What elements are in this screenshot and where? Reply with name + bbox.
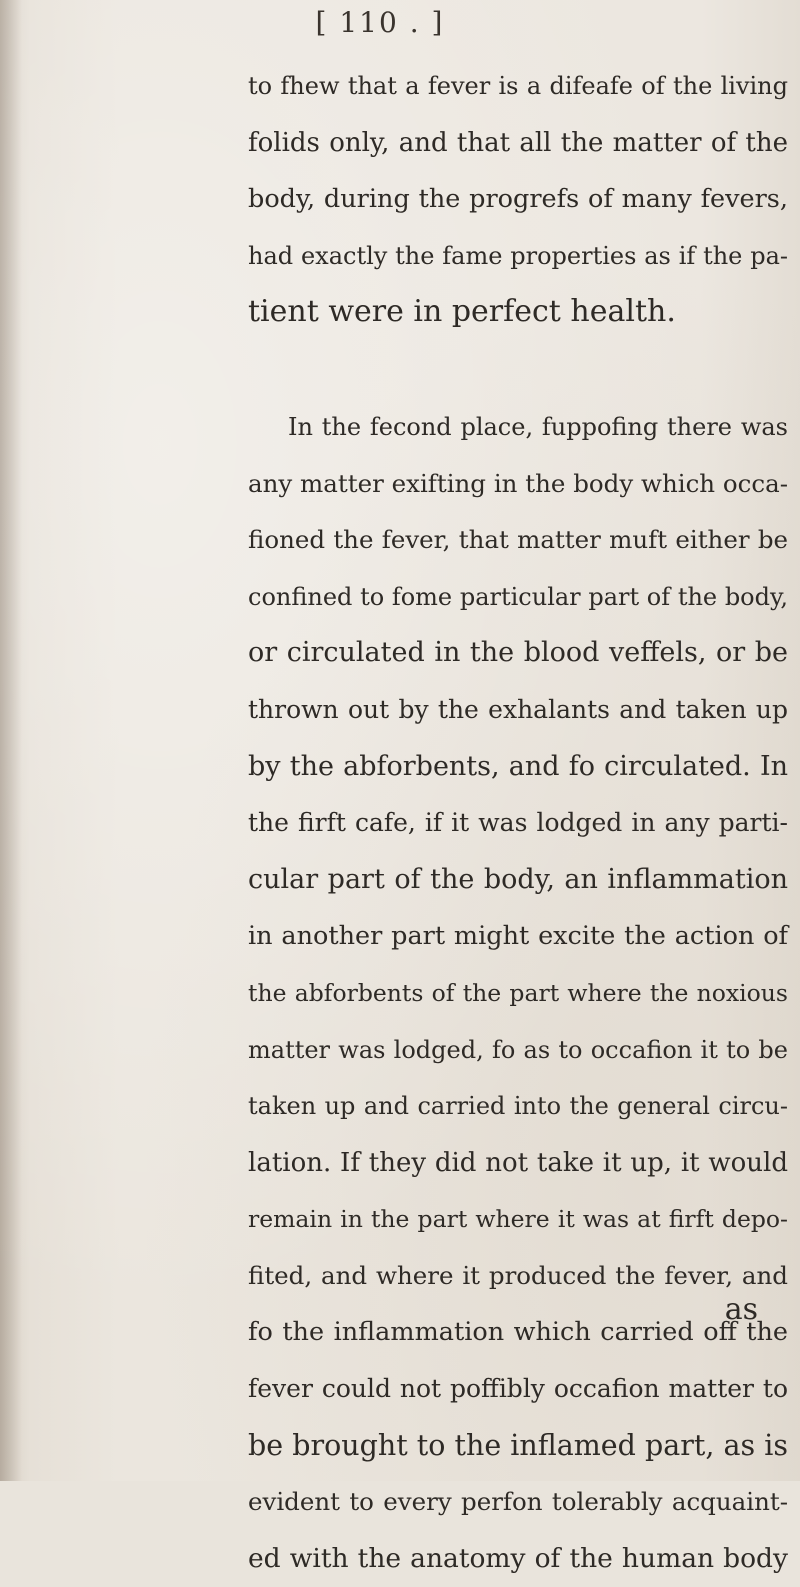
text-line: fo the inflammation which carried off the [248, 1317, 788, 1348]
text-line: remain in the part where it was at firft depo- [248, 1205, 788, 1234]
text-line: tient were in perfect health. [248, 294, 676, 330]
text-line: be brought to the inflamed part, as is [248, 1428, 788, 1462]
text-line: matter was lodged, fo as to occafion it to be [248, 1035, 788, 1064]
text-line: ed with the anatomy of the human body [248, 1542, 788, 1574]
text-line: to fhew that a fever is a difeafe of the living [248, 72, 788, 100]
text-line: fever could not poffibly occafion matter to [248, 1374, 788, 1404]
text-line: evident to every perfon tolerably acquaint- [248, 1487, 788, 1517]
text-line: confined to fome particular part of the body, [248, 582, 788, 611]
text-line: the abforbents of the part where the noxious [248, 978, 788, 1007]
text-line: by the abforbents, and fo circulated. In [248, 750, 788, 782]
text-line: fioned the fever, that matter muft either be [248, 525, 788, 555]
text-line: taken up and carried into the general circu- [248, 1092, 788, 1121]
text-line: In the fecond place, fuppofing there was [288, 412, 788, 441]
paragraph-gap [248, 341, 788, 399]
page-gutter-shadow [0, 0, 22, 1481]
text-line: the firft cafe, if it was lodged in any parti- [248, 808, 788, 838]
text-line: thrown out by the exhalants and taken up [248, 694, 788, 724]
body-text [248, 58, 788, 1587]
text-line: in another part might excite the action of [248, 921, 788, 952]
catchword: as [724, 1292, 758, 1327]
text-line: had exactly the fame properties as if the pa- [248, 241, 788, 270]
text-line: body, during the progrefs of many fevers, [248, 184, 788, 215]
text-line: cular part of the body, an inflammation [248, 863, 788, 895]
text-line: or circulated in the blood veffels, or be [248, 637, 788, 669]
text-line: fited, and where it produced the fever, and [248, 1260, 788, 1290]
text-line: any matter exifting in the body which occa- [248, 468, 788, 498]
text-line: folids only, and that all the matter of the [248, 127, 788, 158]
text-line: lation. If they did not take it up, it would [248, 1147, 788, 1178]
page-number: [ 110 . ] [315, 6, 445, 39]
page-header [0, 6, 800, 39]
